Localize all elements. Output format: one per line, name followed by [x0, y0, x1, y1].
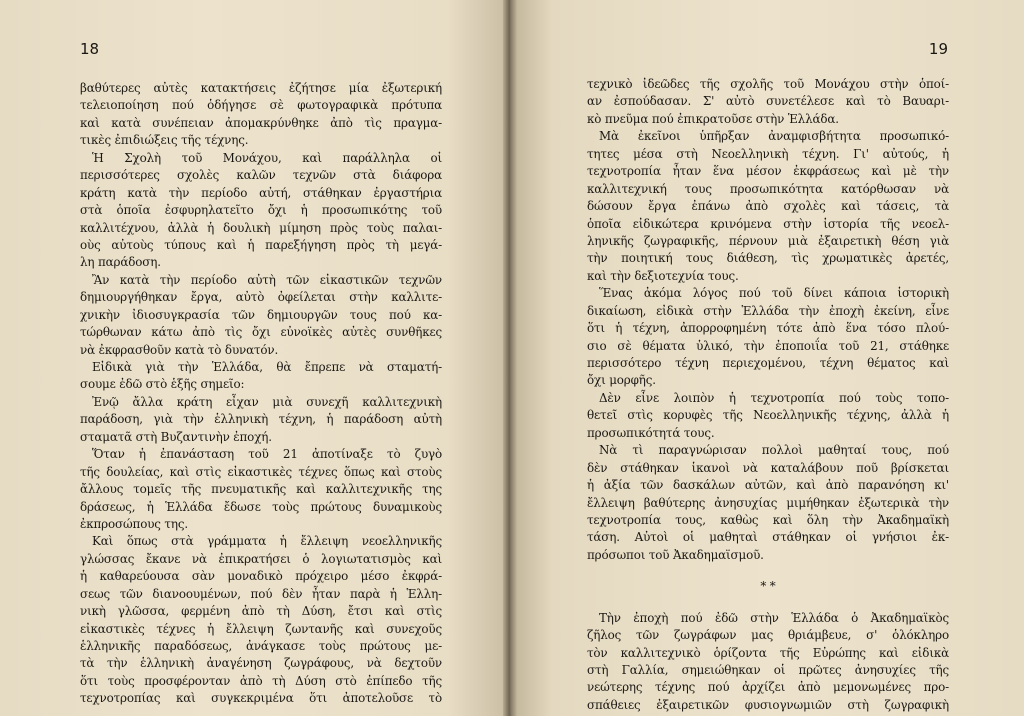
text-line: Ἂν κατὰ τὴν περίοδο αὐτὴ τῶν εἰκαστικῶν τεχνῶν	[92, 272, 442, 287]
text-line: καλλιτέχνου, ἀλλὰ ἡ δουλικὴ μίμηση πρὸς τοὺς παλαι-	[80, 220, 442, 235]
text-line: πρόσωποι τοῦ Ἀκαδημαϊσμοῦ.	[587, 547, 764, 562]
text-line: καὶ κατὰ συνέπειαν ἀπομακρύνθηκε ἀπὸ τὶς πραγμα-	[80, 115, 442, 130]
text-line: Ὅταν ἡ ἐπανάσταση τοῦ 21 ἀποτίναξε τὸ ζυγὸ	[92, 447, 442, 462]
text-line: ἑλληνικῆς παραδόσεως, ἀνάγκασε τοὺς πρώτους με-	[80, 639, 442, 653]
text-line: σεως τῶν διανοουμένων, πού δὲν ἦταν παρὰ ἡ Ἑλλη-	[80, 586, 442, 601]
text-line: τικὲς ἐπιδιώξεις τῆς τέχνης.	[80, 133, 249, 148]
text-line: λη παράδοση.	[80, 255, 161, 270]
text-line: τεχνοτροπία τους, καθὼς καὶ ὅλη τὴν Ἀκαδημαϊκὴ	[587, 512, 949, 527]
text-line: δὲν στάθηκαν ἱκανοὶ νὰ καταλάβουν ποῦ βρίσκεται	[587, 460, 949, 475]
text-line: τητες μέσα στὴ Νεοελληνικὴ τέχνη. Γι' αὐτούς, ἡ	[587, 146, 949, 161]
text-line: ἡ ἀξία τῶν δασκάλων αὐτῶν, καὶ ἀπὸ παρανόηση κι'	[587, 478, 949, 493]
text-line: ληνικῆς ζωγραφικῆς, πέρνουν μιὰ ἐξαιρετικὴ θέση γιὰ	[587, 233, 949, 248]
text-line: καὶ τὴν δεξιοτεχνία τους.	[587, 268, 739, 283]
text-line: ὅτι ἡ τέχνη, ἀπορροφημένη τότε ἀπὸ ἕνα τόσο πλού-	[587, 321, 949, 336]
book-gutter	[503, 0, 517, 716]
text-line: τὸν καλλιτεχνικὸ ὁρίζοντα τῆς Εὐρώπης καὶ εἰδικὰ	[587, 645, 949, 660]
text-line: ἔλλειψη βαθύτερης ἀνησυχίας μιμήθηκαν ἐξωτερικὰ τὴν	[587, 495, 949, 510]
text-line: σπάθειες ἐξαιρετικῶν φυσιογνωμιῶν στὴ ζωγραφικὴ	[587, 697, 949, 712]
text-line: ὄχι μορφῆς.	[587, 373, 656, 388]
text-line: τῆς δουλείας, καὶ στὶς εἰκαστικὲς τέχνες ὅπως καὶ στοὺς	[80, 464, 442, 479]
text-line: ὁποῖα εἰδικώτερα κρινόμενα στὴν ἱστορία τῆς νεοελ-	[587, 216, 949, 231]
text-line: τώρθωναν κάτω ἀπὸ τὶς ὄχι εὐνοϊκὲς αὐτὲς συνθῆκες	[80, 325, 442, 340]
text-line: Δὲν εἶνε λοιπὸν ἡ τεχνοτροπία πού τοὺς τοπο-	[599, 390, 949, 405]
text-line: τεχνοτροπία ἦταν ἕνα μέσον ἐκφράσεως καὶ μὲ τὴν	[587, 164, 949, 179]
left-page-text	[80, 80, 442, 708]
text-line: προσωπικότητά τους.	[587, 425, 715, 440]
text-line: καλλιτεχνική τους προσωπικότητα κατόρθωσαν νὰ	[587, 181, 949, 196]
text-line: δράσεως, ἡ Ἑλλάδα ἔδωσε τοὺς πρώτους δυναμικοὺς	[80, 499, 442, 514]
text-line: τεχνικὸ ἰδεῶδες τῆς σχολῆς τοῦ Μονάχου στὴν ὁποί-	[587, 77, 949, 91]
text-line: Ἐνῷ ἄλλα κράτη εἶχαν μιὰ συνεχῆ καλλιτεχνικὴ	[92, 394, 442, 409]
text-line: τάση. Αὐτοὶ οἱ μαθηταὶ στάθηκαν οἱ γνήσιοι ἐκ-	[587, 530, 949, 545]
text-line: ἐκπροσώπους της.	[80, 516, 188, 531]
text-line: περισσότερες σχολὲς καλῶν τεχνῶν στὰ διάφορα	[80, 168, 442, 183]
text-line: παράδοση, γιὰ τὴν ἑλληνικὴ τέχνη, ἡ παράδοση αὐτὴ	[80, 412, 442, 427]
text-line: δώσουν ἔργα ἐπάνω ἀπὸ σχολὲς καὶ τάσεις, τὰ	[587, 199, 949, 214]
text-line: Τὴν ἐποχὴ πού ἐδῶ στὴν Ἑλλάδα ὁ Ἀκαδημαϊκὸς	[599, 610, 949, 625]
text-line: Καὶ ὅπως στὰ γράμματα ἡ ἔλλειψη νεοελληνικῆς	[92, 534, 442, 549]
text-line: Εἰδικὰ γιὰ τὴν Ἑλλάδα, θὰ ἔπρεπε νὰ σταματή-	[92, 360, 442, 374]
text-line: σιο σὲ θέματα ὑλικό, τὴν ἐποποιΐα τοῦ 21, στάθηκε	[587, 338, 949, 353]
text-line: Ἕνας ἀκόμα λόγος πού τοῦ δίνει κάποια ἱστορικὴ	[599, 286, 949, 301]
text-line: Μὰ ἐκεῖνοι ὑπῆρξαν ἀναμφισβήτητα προσωπικό-	[599, 129, 949, 144]
text-line: εἰκαστικὲς τέχνες ἡ ἔλλειψη ζωντανῆς καὶ συνεχοῦς	[80, 621, 442, 636]
text-line: τελειοποίηση πού ὁδήγησε σὲ φωτογραφικὰ πρότυπα	[80, 98, 442, 113]
text-line: οὺς αὐτοὺς τύπους καὶ ἡ παρεξήγηση πρὸς τὴ μεγά-	[80, 237, 442, 252]
right-page-text	[587, 76, 949, 714]
text-line: σουμε ἐδῶ στὸ ἑξῆς σημεῖο:	[80, 377, 245, 392]
left-page	[0, 0, 509, 716]
text-line: Νὰ τὶ παραγνώρισαν πολλοὶ μαθηταί τους, πού	[599, 443, 949, 458]
text-line: στὰ ὁποῖα ἐσφυρηλατεῖτο ὄχι ἡ προσωπικότης τοῦ	[80, 203, 442, 218]
blank-line	[587, 596, 949, 610]
text-line: σταματᾶ στὴ Βυζαντινὴν ἐποχή.	[80, 429, 272, 444]
text-line: τὴν ποιητική τους διάθεση, τὶς χρωματικὲς ἀρετές,	[587, 251, 949, 266]
text-line: νὰ ἐκφρασθοῦν κατὰ τὸ δυνατόν.	[80, 342, 279, 357]
text-line: θετεῖ στὶς κορυφὲς τῆς Νεοελληνικῆς τέχνης, ἀλλὰ ἡ	[587, 408, 949, 423]
text-line: περισσότερο τέχνη περιεχομένου, τέχνη θέματος καὶ	[587, 356, 949, 370]
text-line: νεώτερης τέχνης πού ἀρχίζει ἀπὸ μεμονωμένες προ-	[587, 680, 949, 695]
text-line: δημιουργήθηκαν ἔργα, αὐτὸ ὀφείλεται στὴν καλλιτε-	[80, 290, 442, 305]
text-line: γλώσσας ἔκανε νὰ ἐπικρατήσει ὁ λογιωτατισμὸς καὶ	[80, 551, 442, 566]
text-line: νικὴ γλῶσσα, φερμένη ἀπὸ τὴ Δύση, ἔτσι καὶ στὶς	[80, 604, 442, 619]
text-line: τὰ τὴν ἑλληνικὴ ἀναγένηση ζωγράφους, νὰ δεχτοῦν	[80, 656, 442, 671]
text-line: αν ἐσπούδασαν. Σ' αὐτὸ συνετέλεσε καὶ τὸ Βαυαρι-	[587, 94, 949, 109]
text-line: τεχνοτροπίας καὶ συγκεκριμένα ὅτι ἀποτελοῦσε τὸ	[80, 691, 442, 706]
text-line: στὴ Γαλλία, σημειώθηκαν οἱ πρῶτες ἀνησυχίες τῆς	[587, 663, 949, 677]
text-line: χνικὴν ἰδιοσυγκρασία τῶν δημιουργῶν τους πού κα-	[80, 307, 442, 322]
text-line: ὅτι τοὺς προσφέρονταν ἀπὸ τὴ Δύση στὸ ἐπίπεδο τῆς	[80, 673, 442, 688]
text-line: κράτη κατὰ τὴν περίοδο αὐτή, στάθηκαν ἐργαστήρια	[80, 185, 442, 200]
text-line: ζῆλος τῶν ζωγράφων μας θριάμβευε, σ' ὁλόκληρο	[587, 628, 949, 643]
text-line: ἡ καθαρεύουσα σὰν μοναδικὸ πρόχειρο μέσο ἐκφρά-	[80, 569, 442, 584]
text-line: Ἡ Σχολὴ τοῦ Μονάχου, καὶ παράλληλα οἱ	[92, 150, 442, 165]
section-separator: * *	[760, 579, 776, 594]
text-line: ἄλλους τομεῖς τῆς πνευματικῆς καὶ καλλιτεχνικῆς της	[80, 482, 442, 497]
right-page	[511, 0, 1024, 716]
blank-line	[587, 564, 949, 578]
text-line: βαθύτερες αὐτὲς κατακτήσεις ἐζήτησε μία ἐξωτερική	[80, 81, 442, 95]
text-line: δικαίωση, εἰδικὰ στὴν Ἑλλάδα τὴν ἐποχὴ ἐκείνη, εἶνε	[587, 303, 949, 318]
page-number-right: 19	[928, 40, 948, 58]
text-line: κὸ πνεῦμα πού ἐπικρατοῦσε στὴν Ἑλλάδα.	[587, 111, 839, 126]
page-number-left: 18	[80, 40, 100, 58]
